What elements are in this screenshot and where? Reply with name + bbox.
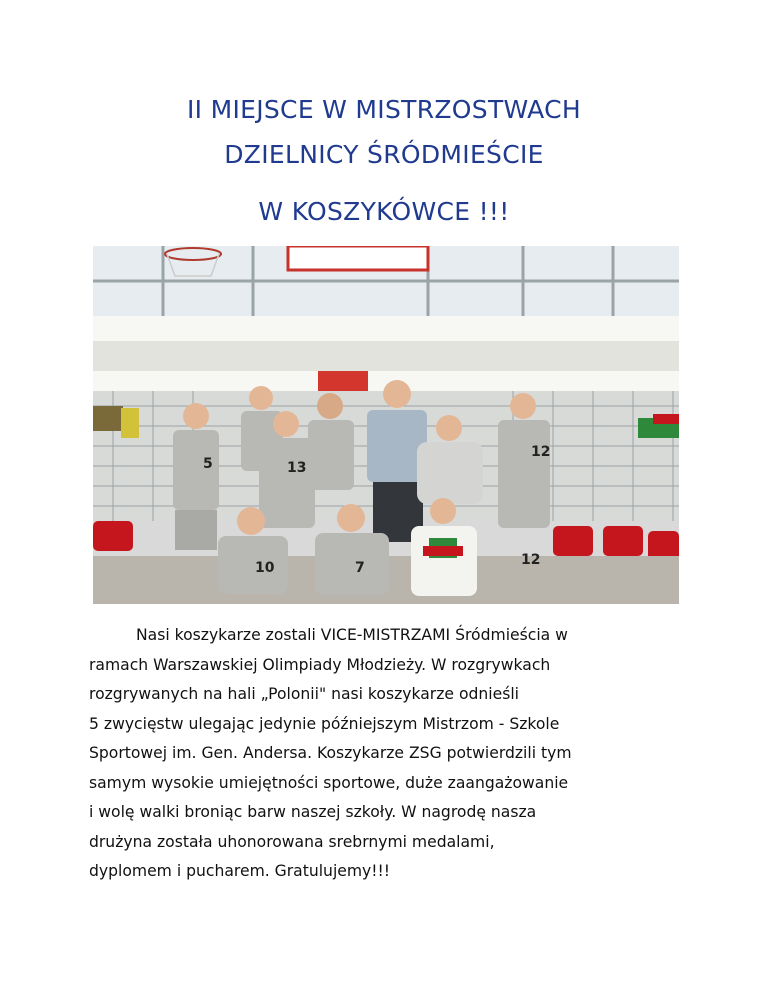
backboard xyxy=(288,246,428,270)
title-line-3: W KOSZYKÓWCE !!! xyxy=(258,197,510,226)
jersey-number-13: 13 xyxy=(287,460,307,476)
body-line-8: drużyna została uhonorowana srebrnymi medalami, xyxy=(89,832,495,851)
hanging-clothes-red xyxy=(653,414,679,424)
team-photo xyxy=(93,246,679,604)
front-row-players xyxy=(218,498,477,596)
jersey-number-12-bottom: 12 xyxy=(521,552,541,568)
body-line-5: Sportowej im. Gen. Andersa. Koszykarze ZSG potwierdzili tym xyxy=(89,744,572,762)
body-line-7: i wolę walki broniąc barw naszej szkoły. W nagrodę nasza xyxy=(89,803,537,821)
body-line-6: samym wysokie umiejętności sportowe, duże zaangażowanie xyxy=(89,773,569,792)
body-line-9: dyplomem i pucharem. Gratulujemy!!! xyxy=(89,862,391,880)
jersey-number-12-top: 12 xyxy=(531,444,551,460)
hanging-clothes-yellow xyxy=(121,408,139,438)
jersey-number-5: 5 xyxy=(203,456,213,472)
body-line-1: Nasi koszykarze zostali VICE-MISTRZAMI Śródmieścia w xyxy=(136,626,568,644)
body-line-4: 5 zwycięstw ulegając jedynie późniejszym Mistrzom - Szkole xyxy=(89,714,560,733)
body-line-3: rozgrywanych na hali „Polonii" nasi koszykarze odnieśli xyxy=(89,685,519,703)
title-line-2: DZIELNICY ŚRÓDMIEŚCIE xyxy=(224,140,544,169)
body-line-2: ramach Warszawskiej Olimpiady Młodzieży. W rozgrywkach xyxy=(89,655,551,674)
title-line-1: II MIEJSCE W MISTRZOSTWACH xyxy=(186,95,581,124)
hanging-clothes-left xyxy=(93,406,123,431)
jersey-number-7: 7 xyxy=(355,560,365,576)
jersey-number-10: 10 xyxy=(255,560,275,576)
team-photo-illustration xyxy=(93,246,679,604)
wall-shadow xyxy=(93,341,679,371)
article-body xyxy=(89,621,689,887)
